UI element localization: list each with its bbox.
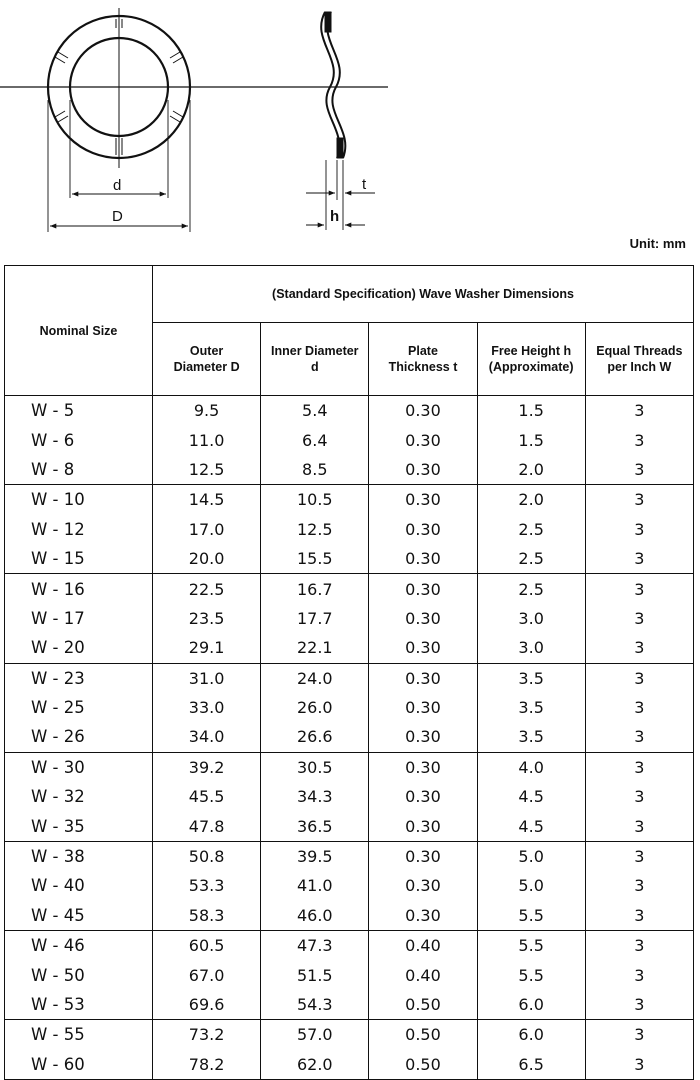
table-row	[5, 633, 694, 663]
value-cell: 0.30	[369, 515, 477, 544]
value-cell: 0.40	[369, 931, 477, 961]
value-cell: 0.30	[369, 455, 477, 485]
table-row	[5, 544, 694, 574]
nominal-size-cell: W - 25	[5, 693, 153, 722]
value-cell: 5.5	[477, 931, 585, 961]
value-cell: 0.30	[369, 782, 477, 811]
table-row	[5, 841, 694, 871]
value-cell: 2.0	[477, 485, 585, 515]
value-cell: 0.30	[369, 396, 477, 426]
value-cell: 2.0	[477, 455, 585, 485]
value-cell: 2.5	[477, 574, 585, 604]
value-cell: 3	[585, 1050, 693, 1080]
nominal-size-header: Nominal Size	[5, 266, 153, 396]
table-row	[5, 1050, 694, 1080]
value-cell: 6.5	[477, 1050, 585, 1080]
value-cell: 39.2	[153, 752, 261, 782]
col-plate-thickness-header: Plate Thickness t	[369, 323, 477, 396]
table-row	[5, 990, 694, 1020]
value-cell: 12.5	[261, 515, 369, 544]
value-cell: 3	[585, 931, 693, 961]
value-cell: 73.2	[153, 1020, 261, 1050]
value-cell: 0.30	[369, 693, 477, 722]
value-cell: 1.5	[477, 396, 585, 426]
value-cell: 14.5	[153, 485, 261, 515]
value-cell: 3.5	[477, 663, 585, 693]
value-cell: 10.5	[261, 485, 369, 515]
value-cell: 3	[585, 544, 693, 574]
table-body	[5, 396, 694, 1080]
value-cell: 3.5	[477, 693, 585, 722]
label-t: t	[362, 176, 367, 193]
value-cell: 6.4	[261, 425, 369, 454]
nominal-size-cell: W - 40	[5, 871, 153, 900]
nominal-size-cell: W - 35	[5, 811, 153, 841]
value-cell: 16.7	[261, 574, 369, 604]
value-cell: 9.5	[153, 396, 261, 426]
label-d: d	[113, 177, 122, 194]
value-cell: 11.0	[153, 425, 261, 454]
value-cell: 4.0	[477, 752, 585, 782]
value-cell: 3	[585, 901, 693, 931]
value-cell: 78.2	[153, 1050, 261, 1080]
value-cell: 50.8	[153, 841, 261, 871]
table-row	[5, 663, 694, 693]
value-cell: 0.30	[369, 722, 477, 752]
value-cell: 1.5	[477, 425, 585, 454]
value-cell: 60.5	[153, 931, 261, 961]
table-row	[5, 425, 694, 454]
table-row	[5, 1020, 694, 1050]
value-cell: 3.5	[477, 722, 585, 752]
value-cell: 0.30	[369, 604, 477, 633]
value-cell: 0.30	[369, 663, 477, 693]
nominal-size-cell: W - 10	[5, 485, 153, 515]
value-cell: 3	[585, 455, 693, 485]
value-cell: 36.5	[261, 811, 369, 841]
nominal-size-cell: W - 17	[5, 604, 153, 633]
value-cell: 5.4	[261, 396, 369, 426]
value-cell: 20.0	[153, 544, 261, 574]
table-row	[5, 574, 694, 604]
value-cell: 34.0	[153, 722, 261, 752]
table-row	[5, 722, 694, 752]
nominal-size-cell: W - 6	[5, 425, 153, 454]
value-cell: 3	[585, 871, 693, 900]
table-row	[5, 604, 694, 633]
value-cell: 47.3	[261, 931, 369, 961]
label-D: D	[112, 208, 123, 225]
table-row	[5, 515, 694, 544]
nominal-size-cell: W - 32	[5, 782, 153, 811]
value-cell: 26.6	[261, 722, 369, 752]
value-cell: 5.0	[477, 871, 585, 900]
value-cell: 6.0	[477, 1020, 585, 1050]
value-cell: 3	[585, 485, 693, 515]
value-cell: 4.5	[477, 811, 585, 841]
value-cell: 46.0	[261, 901, 369, 931]
table-row	[5, 396, 694, 426]
value-cell: 0.50	[369, 1050, 477, 1080]
table-row	[5, 871, 694, 900]
value-cell: 3	[585, 1020, 693, 1050]
table-row	[5, 485, 694, 515]
table-row	[5, 752, 694, 782]
value-cell: 5.5	[477, 960, 585, 989]
value-cell: 3	[585, 782, 693, 811]
value-cell: 0.30	[369, 811, 477, 841]
table-row	[5, 931, 694, 961]
value-cell: 12.5	[153, 455, 261, 485]
value-cell: 3.0	[477, 604, 585, 633]
nominal-size-cell: W - 23	[5, 663, 153, 693]
value-cell: 31.0	[153, 663, 261, 693]
value-cell: 6.0	[477, 990, 585, 1020]
value-cell: 54.3	[261, 990, 369, 1020]
value-cell: 3	[585, 841, 693, 871]
nominal-size-cell: W - 30	[5, 752, 153, 782]
value-cell: 5.5	[477, 901, 585, 931]
table-row	[5, 693, 694, 722]
value-cell: 3	[585, 752, 693, 782]
value-cell: 47.8	[153, 811, 261, 841]
value-cell: 3	[585, 425, 693, 454]
value-cell: 3	[585, 960, 693, 989]
nominal-size-cell: W - 46	[5, 931, 153, 961]
nominal-size-cell: W - 12	[5, 515, 153, 544]
col-outer-diameter-header: Outer Diameter D	[153, 323, 261, 396]
value-cell: 4.5	[477, 782, 585, 811]
value-cell: 0.40	[369, 960, 477, 989]
value-cell: 39.5	[261, 841, 369, 871]
value-cell: 3	[585, 574, 693, 604]
value-cell: 22.5	[153, 574, 261, 604]
value-cell: 0.30	[369, 901, 477, 931]
value-cell: 0.50	[369, 990, 477, 1020]
value-cell: 3	[585, 633, 693, 663]
table-row	[5, 782, 694, 811]
nominal-size-cell: W - 38	[5, 841, 153, 871]
value-cell: 17.7	[261, 604, 369, 633]
value-cell: 17.0	[153, 515, 261, 544]
nominal-size-cell: W - 53	[5, 990, 153, 1020]
value-cell: 0.50	[369, 1020, 477, 1050]
col-threads-header: Equal Threads per Inch W	[585, 323, 693, 396]
dimensions-table	[4, 265, 694, 1080]
value-cell: 0.30	[369, 544, 477, 574]
value-cell: 22.1	[261, 633, 369, 663]
value-cell: 2.5	[477, 515, 585, 544]
value-cell: 26.0	[261, 693, 369, 722]
value-cell: 53.3	[153, 871, 261, 900]
table-row	[5, 901, 694, 931]
value-cell: 0.30	[369, 633, 477, 663]
value-cell: 3.0	[477, 633, 585, 663]
value-cell: 29.1	[153, 633, 261, 663]
value-cell: 3	[585, 515, 693, 544]
nominal-size-cell: W - 20	[5, 633, 153, 663]
value-cell: 3	[585, 693, 693, 722]
table-row	[5, 811, 694, 841]
value-cell: 30.5	[261, 752, 369, 782]
col-inner-diameter-header: Inner Diameter d	[261, 323, 369, 396]
label-h: h	[330, 208, 340, 225]
value-cell: 0.30	[369, 574, 477, 604]
nominal-size-cell: W - 15	[5, 544, 153, 574]
value-cell: 3	[585, 604, 693, 633]
nominal-size-cell: W - 8	[5, 455, 153, 485]
value-cell: 3	[585, 396, 693, 426]
nominal-size-cell: W - 50	[5, 960, 153, 989]
side-view	[306, 12, 375, 230]
value-cell: 2.5	[477, 544, 585, 574]
nominal-size-cell: W - 45	[5, 901, 153, 931]
value-cell: 62.0	[261, 1050, 369, 1080]
value-cell: 3	[585, 722, 693, 752]
value-cell: 23.5	[153, 604, 261, 633]
value-cell: 15.5	[261, 544, 369, 574]
value-cell: 24.0	[261, 663, 369, 693]
wave-washer-drawing	[0, 0, 700, 240]
value-cell: 33.0	[153, 693, 261, 722]
value-cell: 0.30	[369, 752, 477, 782]
value-cell: 3	[585, 811, 693, 841]
value-cell: 0.30	[369, 841, 477, 871]
col-free-height-header: Free Height h (Approximate)	[477, 323, 585, 396]
nominal-size-cell: W - 5	[5, 396, 153, 426]
value-cell: 67.0	[153, 960, 261, 989]
nominal-size-cell: W - 55	[5, 1020, 153, 1050]
value-cell: 69.6	[153, 990, 261, 1020]
value-cell: 3	[585, 663, 693, 693]
table-row	[5, 960, 694, 989]
value-cell: 34.3	[261, 782, 369, 811]
value-cell: 5.0	[477, 841, 585, 871]
table-row	[5, 455, 694, 485]
value-cell: 58.3	[153, 901, 261, 931]
value-cell: 45.5	[153, 782, 261, 811]
nominal-size-cell: W - 60	[5, 1050, 153, 1080]
unit-label: Unit: mm	[629, 236, 686, 251]
value-cell: 3	[585, 990, 693, 1020]
value-cell: 51.5	[261, 960, 369, 989]
value-cell: 0.30	[369, 485, 477, 515]
group-header: (Standard Specification) Wave Washer Dimensions	[153, 266, 694, 323]
nominal-size-cell: W - 26	[5, 722, 153, 752]
value-cell: 41.0	[261, 871, 369, 900]
value-cell: 57.0	[261, 1020, 369, 1050]
value-cell: 0.30	[369, 425, 477, 454]
value-cell: 0.30	[369, 871, 477, 900]
nominal-size-cell: W - 16	[5, 574, 153, 604]
value-cell: 8.5	[261, 455, 369, 485]
